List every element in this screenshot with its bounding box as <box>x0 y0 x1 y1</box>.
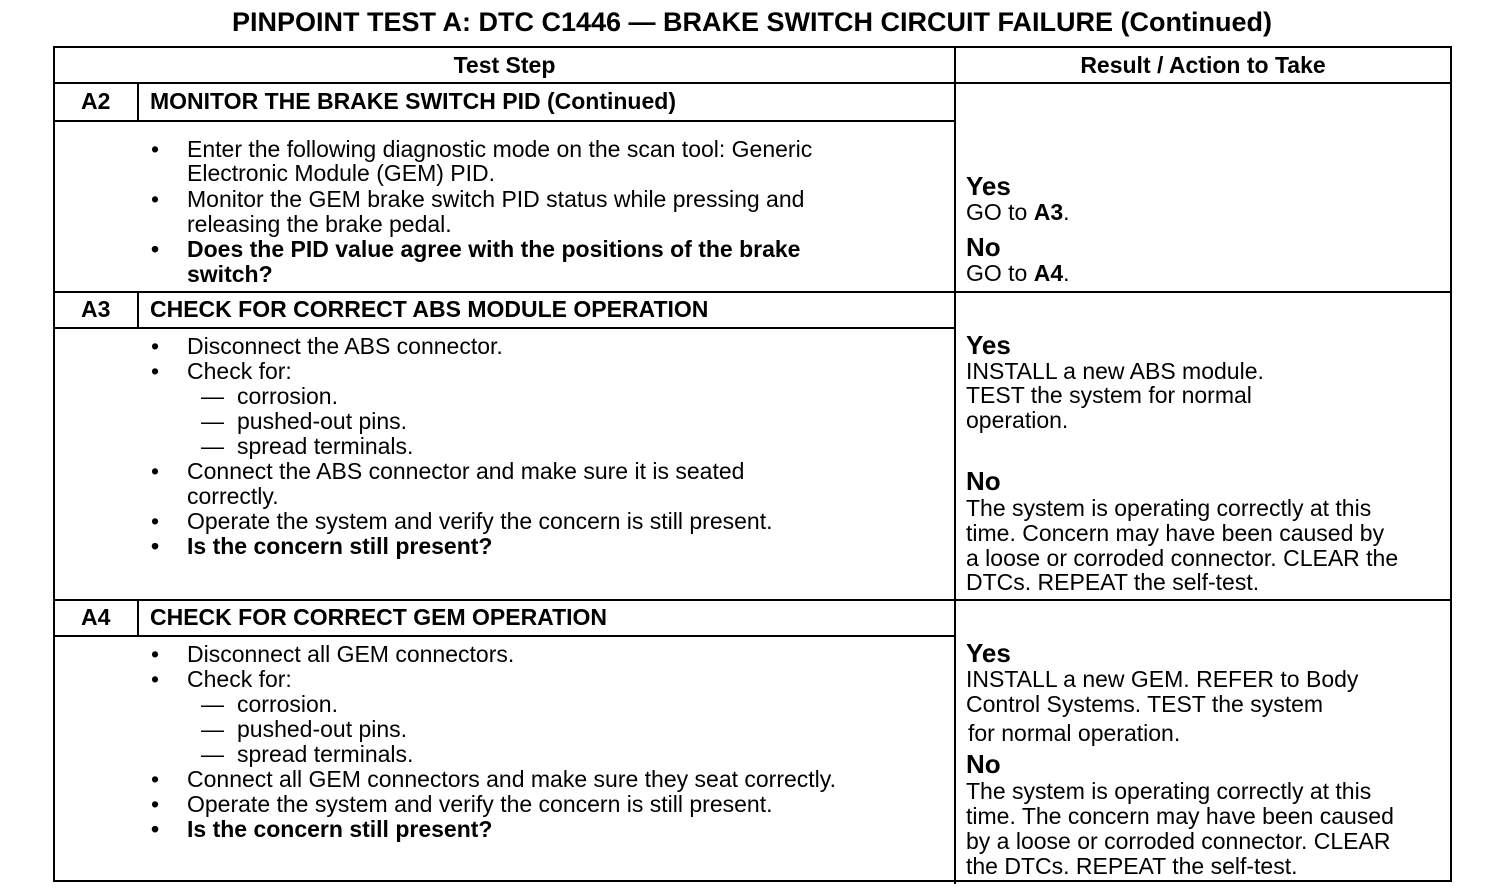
a4-line-3: — corrosion. <box>237 692 338 717</box>
a3-line-3: — corrosion. <box>237 384 338 409</box>
step-heading-a4: CHECK FOR CORRECT GEM OPERATION <box>150 604 608 630</box>
a4-heading-divider <box>55 635 954 637</box>
a3-line-1: • Disconnect the ABS connector. <box>187 334 503 359</box>
a3-no-line-4: DTCs. REPEAT the self-test. <box>966 569 1260 595</box>
a4-no-line-3: by a loose or corroded connector. CLEAR <box>966 828 1391 854</box>
step-id-a2: A2 <box>81 88 111 114</box>
column-divider-id-a4 <box>137 600 139 636</box>
a3-yes-line-1: INSTALL a new ABS module. <box>966 358 1264 384</box>
a2-line-4: releasing the brake pedal. <box>187 211 452 237</box>
a3-yes-line-3: operation. <box>966 407 1069 433</box>
a3-yes-label: Yes <box>966 330 1011 360</box>
a4-no-label: No <box>966 749 1001 779</box>
header-divider <box>55 82 1450 84</box>
a3-line-5: — spread terminals. <box>237 434 413 459</box>
step-id-a4: A4 <box>81 604 111 630</box>
a2-heading-divider <box>55 120 954 122</box>
a3-line-8: • Operate the system and verify the concern is still present. <box>187 509 773 534</box>
a4-yes-line-1: INSTALL a new GEM. REFER to Body <box>966 666 1359 692</box>
a2-bottom-divider <box>55 291 1450 293</box>
a4-yes-line-2: Control Systems. TEST the system <box>966 691 1324 717</box>
a4-line-7: • Operate the system and verify the concern is still present. <box>187 792 773 817</box>
a2-line-2: Electronic Module (GEM) PID. <box>187 160 496 186</box>
a2-line-1: • Enter the following diagnostic mode on the scan tool: Generic <box>187 137 812 162</box>
a4-line-5: — spread terminals. <box>237 742 413 767</box>
a4-no-line-2: time. The concern may have been caused <box>966 803 1394 829</box>
a4-line-8: • Is the concern still present? <box>187 817 492 842</box>
a4-line-1: • Disconnect all GEM connectors. <box>187 642 514 667</box>
column-divider-result <box>954 48 956 884</box>
header-result: Result / Action to Take <box>1080 52 1326 78</box>
column-divider-id-a3 <box>137 292 139 328</box>
a3-line-9: • Is the concern still present? <box>187 534 492 559</box>
a4-yes-label: Yes <box>966 638 1011 668</box>
a3-line-4: — pushed-out pins. <box>237 409 407 434</box>
a2-no-label: No <box>966 232 1001 262</box>
a3-no-line-3: a loose or corroded connector. CLEAR the <box>966 545 1399 571</box>
a4-no-line-4: the DTCs. REPEAT the self-test. <box>966 853 1298 879</box>
a3-no-line-2: time. Concern may have been caused by <box>966 520 1385 546</box>
a3-heading-divider <box>55 327 954 329</box>
column-divider-id-a2 <box>137 84 139 120</box>
a3-no-label: No <box>966 466 1001 496</box>
a3-no-line-1: The system is operating correctly at this <box>966 495 1372 521</box>
a2-no-action: GO to A4. <box>966 260 1070 286</box>
a2-yes-label: Yes <box>966 171 1011 201</box>
step-id-a3: A3 <box>81 296 111 322</box>
step-heading-a2: MONITOR THE BRAKE SWITCH PID (Continued) <box>150 88 676 114</box>
a3-line-7: correctly. <box>187 483 279 509</box>
a4-line-2: • Check for: <box>187 667 292 692</box>
a3-line-6: • Connect the ABS connector and make sure it is seated <box>187 459 744 484</box>
a3-line-2: • Check for: <box>187 359 292 384</box>
a4-yes-line-3: for normal operation. <box>968 720 1181 746</box>
a4-line-4: — pushed-out pins. <box>237 717 407 742</box>
a2-yes-action: GO to A3. <box>966 199 1070 225</box>
a3-yes-line-2: TEST the system for normal <box>966 382 1252 408</box>
a3-bottom-divider <box>55 599 1450 601</box>
pinpoint-test-table <box>53 46 1452 882</box>
a2-line-5: • Does the PID value agree with the positions of the brake <box>187 237 800 262</box>
header-test-step: Test Step <box>453 52 556 78</box>
step-heading-a3: CHECK FOR CORRECT ABS MODULE OPERATION <box>150 296 709 322</box>
a2-line-6: switch? <box>187 261 273 287</box>
page-title: PINPOINT TEST A: DTC C1446 — BRAKE SWITCH CIRCUIT FAILURE (Continued) <box>231 7 1272 37</box>
a2-line-3: • Monitor the GEM brake switch PID status while pressing and <box>187 187 804 212</box>
a4-no-line-1: The system is operating correctly at this <box>966 778 1372 804</box>
a4-line-6: • Connect all GEM connectors and make sure they seat correctly. <box>187 767 836 792</box>
